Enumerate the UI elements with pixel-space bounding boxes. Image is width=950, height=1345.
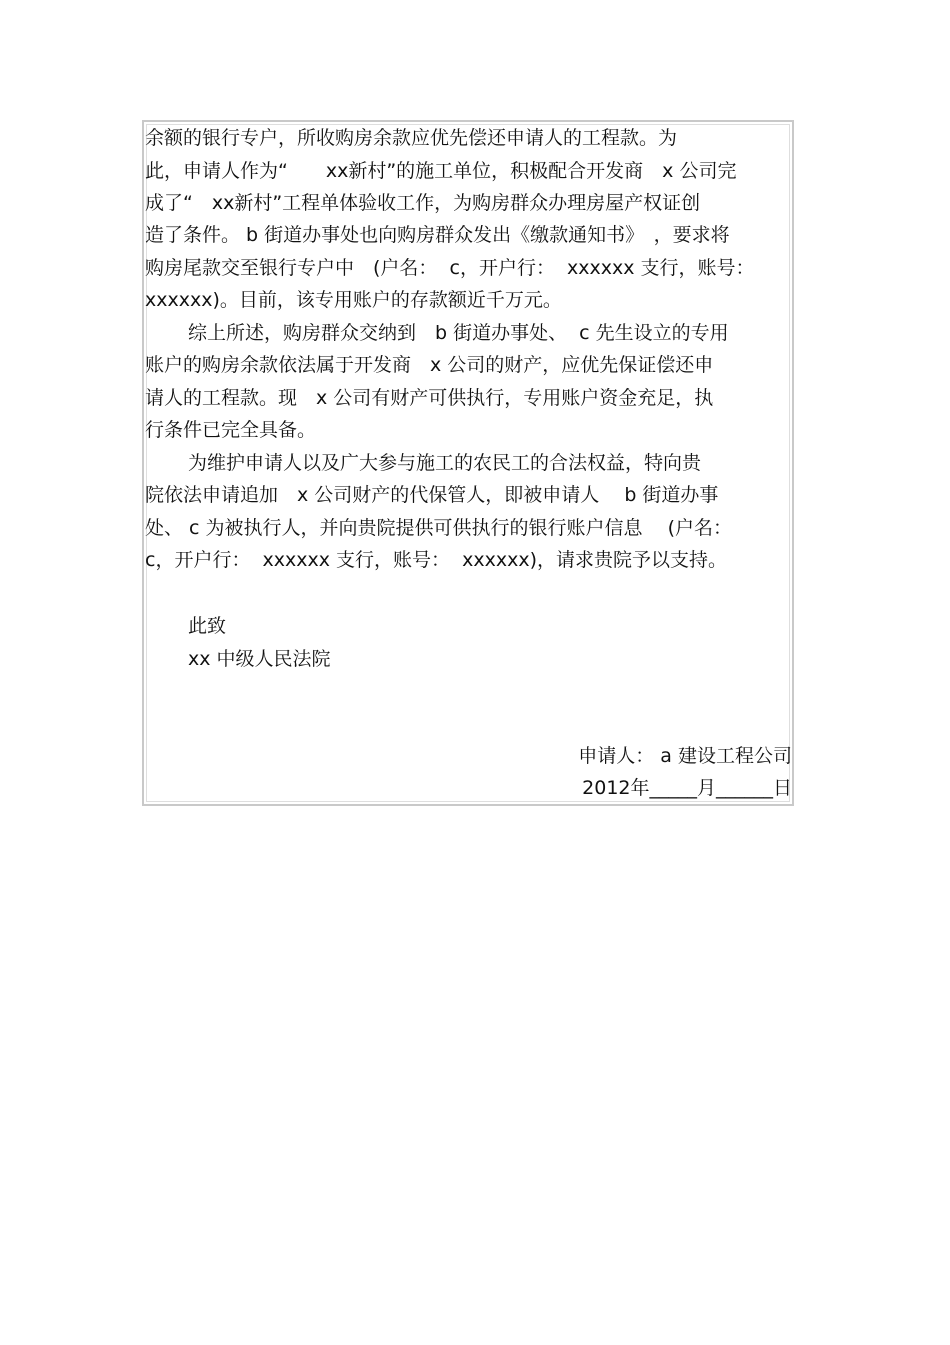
body-line-3: 成了“ xx新村”工程单体验收工作，为购房群众办理房屋产权证创: [145, 192, 701, 214]
body-line-6: xxxxxx)。目前，该专用账户的存款额近千万元。: [145, 289, 562, 311]
body-line-12: 院依法申请追加 x 公司财产的代保管人，即被申请人 b 街道办事: [145, 484, 719, 506]
body-line-9: 请人的工程款。现 x 公司有财产可供执行，专用账户资金充足，执: [145, 387, 714, 409]
body-line-5: 购房尾款交至银行专户中 (户名： c，开户行： xxxxxx 支行，账号：: [145, 257, 755, 279]
body-line-7: 综上所述，购房群众交纳到 b 街道办事处、 c 先生设立的专用: [188, 322, 729, 344]
body-line-8: 账户的购房余款依法属于开发商 x 公司的财产，应优先保证偿还申: [145, 354, 714, 376]
body-line-10: 行条件已完全具备。: [145, 419, 317, 441]
body-line-14: c，开户行： xxxxxx 支行，账号： xxxxxx)，请求贵院予以支持。: [145, 549, 727, 571]
body-line-11: 为维护申请人以及广大参与施工的农民工的合法权益，特向贵: [188, 452, 702, 474]
body-line-1: 余额的银行专户，所收购房余款应优先偿还申请人的工程款。为: [145, 127, 678, 149]
date-line: 2012年_____月______日: [582, 777, 792, 799]
applicant-signature: 申请人： a 建设工程公司: [578, 745, 792, 767]
recipient: xx 中级人民法院: [188, 648, 331, 670]
body-line-4: 造了条件。 b 街道办事处也向购房群众发出《缴款通知书》 ，要求将: [145, 224, 730, 246]
body-line-2: 此，申请人作为“ xx新村”的施工单位，积极配合开发商 x 公司完: [145, 160, 737, 182]
body-line-13: 处、 c 为被执行人，并向贵院提供可供执行的银行账户信息 (户名：: [145, 517, 732, 539]
salutation: 此致: [188, 615, 227, 637]
